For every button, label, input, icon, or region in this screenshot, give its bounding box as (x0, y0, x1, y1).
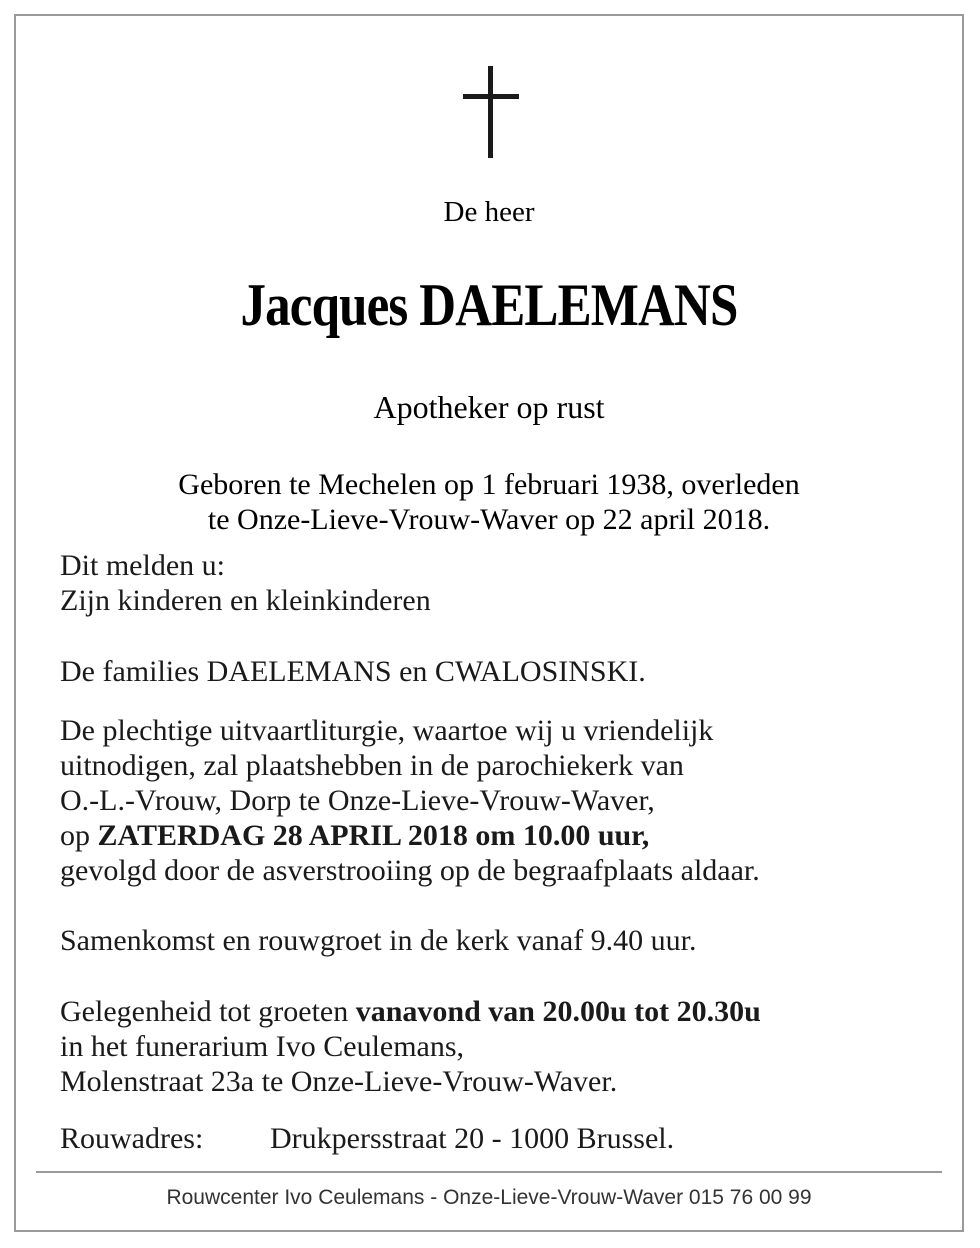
funeral-details (60, 713, 760, 888)
funeral-line-2: uitnodigen, zal plaatshebben in de parochiekerk van (60, 749, 684, 782)
announcement (60, 548, 431, 618)
visit-time: vanavond van 20.00u tot 20.30u (355, 995, 761, 1028)
gathering: Samenkomst en rouwgroet in de kerk vanaf 9.40 uur. (60, 924, 697, 957)
funeral-line-1: De plechtige uitvaartliturgie, waartoe wij u vriendelijk (60, 714, 714, 747)
footer-contact: Rouwcenter Ivo Ceulemans - Onze-Lieve-Vrouw-Waver 015 76 00 99 (166, 1186, 812, 1209)
honorific: De heer (443, 196, 535, 228)
death-notice-frame (14, 14, 964, 1232)
visit-line-1-prefix: Gelegenheid tot groeten (60, 995, 356, 1028)
funeral-line-5: gevolgd door de asverstrooiing op de begraafplaats aldaar. (60, 854, 760, 887)
announce-line-1: Dit melden u: (60, 549, 225, 582)
funeral-line-4 (60, 818, 760, 853)
footer-divider (36, 1171, 942, 1173)
visitation (60, 994, 761, 1099)
visit-line-1 (60, 994, 761, 1029)
deceased-name: Jacques DAELEMANS (240, 272, 738, 338)
funeral-date: ZATERDAG 28 APRIL 2018 om 10.00 uur, (97, 819, 650, 852)
funeral-line-3: O.-L.-Vrouw, Dorp te Onze-Lieve-Vrouw-Waver, (60, 784, 655, 817)
announce-line-2: Zijn kinderen en kleinkinderen (60, 584, 431, 617)
families: De families DAELEMANS en CWALOSINSKI. (60, 655, 646, 688)
cross-icon (16, 16, 966, 176)
visit-line-3: Molenstraat 23a te Onze-Lieve-Vrouw-Waver. (60, 1065, 618, 1098)
funeral-line-4-prefix: op (60, 819, 98, 852)
dates-line-1: Geboren te Mechelen op 1 februari 1938, overleden (178, 468, 800, 501)
address-value: Drukpersstraat 20 - 1000 Brussel. (270, 1122, 675, 1155)
mourning-address (60, 1121, 674, 1156)
birth-death-dates (16, 467, 962, 537)
dates-line-2: te Onze-Lieve-Vrouw-Waver op 22 april 2018. (207, 503, 771, 536)
address-label: Rouwadres: (60, 1122, 204, 1155)
occupation: Apotheker op rust (373, 389, 605, 425)
visit-line-2: in het funerarium Ivo Ceulemans, (60, 1030, 465, 1063)
